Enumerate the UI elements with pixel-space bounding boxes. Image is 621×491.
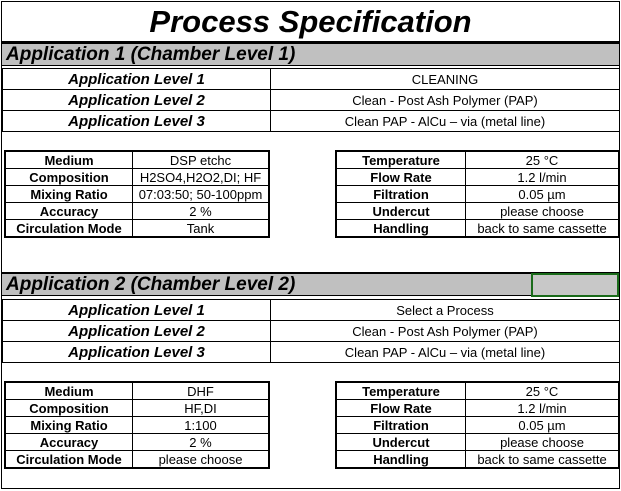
page-title: Process Specification bbox=[2, 2, 619, 42]
spec-value[interactable]: HF,DI bbox=[133, 400, 270, 417]
level-label: Application Level 1 bbox=[3, 69, 271, 90]
spec-key: Circulation Mode bbox=[5, 220, 133, 238]
spec-value[interactable]: Tank bbox=[133, 220, 270, 238]
application-1-header bbox=[2, 42, 619, 66]
spec-key: Flow Rate bbox=[336, 169, 466, 186]
level-label: Application Level 2 bbox=[3, 90, 271, 111]
spec-key: Composition bbox=[5, 169, 133, 186]
spec-value[interactable]: 0.05 µm bbox=[466, 417, 620, 434]
spec-key: Handling bbox=[336, 451, 466, 469]
spec-value[interactable]: 1.2 l/min bbox=[466, 169, 620, 186]
level-label: Application Level 3 bbox=[3, 111, 271, 132]
spec-key: Composition bbox=[5, 400, 133, 417]
spec-value[interactable]: 1.2 l/min bbox=[466, 400, 620, 417]
level-value-cell[interactable]: CLEANING bbox=[271, 69, 620, 90]
spec-key: Handling bbox=[336, 220, 466, 238]
spec-value[interactable]: 25 °C bbox=[466, 382, 620, 400]
level-value-cell[interactable]: Clean PAP - AlCu – via (metal line) bbox=[271, 342, 620, 363]
spec-value[interactable]: 07:03:50; 50-100ppm bbox=[133, 186, 270, 203]
application-header-label: Application 2 (Chamber Level 2) bbox=[6, 274, 296, 295]
application-2-right-specs bbox=[335, 381, 620, 469]
level-label: Application Level 3 bbox=[3, 342, 271, 363]
application-1-left-specs bbox=[4, 150, 270, 238]
spec-value[interactable]: back to same cassette bbox=[466, 451, 620, 469]
level-value-cell[interactable]: Select a Process bbox=[271, 300, 620, 321]
spec-key: Mixing Ratio bbox=[5, 186, 133, 203]
spreadsheet bbox=[1, 1, 620, 489]
spec-value[interactable]: back to same cassette bbox=[466, 220, 620, 238]
spec-value[interactable]: 2 % bbox=[133, 203, 270, 220]
spec-key: Circulation Mode bbox=[5, 451, 133, 469]
application-2-levels bbox=[2, 299, 620, 363]
spec-key: Medium bbox=[5, 382, 133, 400]
application-1-right-specs bbox=[335, 150, 620, 238]
spec-key: Medium bbox=[5, 151, 133, 169]
spec-value[interactable]: 0.05 µm bbox=[466, 186, 620, 203]
spec-key: Undercut bbox=[336, 434, 466, 451]
level-label: Application Level 1 bbox=[3, 300, 271, 321]
spec-value[interactable]: 1:100 bbox=[133, 417, 270, 434]
spec-key: Filtration bbox=[336, 417, 466, 434]
spec-key: Accuracy bbox=[5, 203, 133, 220]
level-label: Application Level 2 bbox=[3, 321, 271, 342]
spec-value[interactable]: 25 °C bbox=[466, 151, 620, 169]
application-2-left-specs bbox=[4, 381, 270, 469]
spec-key: Undercut bbox=[336, 203, 466, 220]
spec-key: Accuracy bbox=[5, 434, 133, 451]
spec-key: Mixing Ratio bbox=[5, 417, 133, 434]
application-1-levels bbox=[2, 68, 620, 132]
selected-cell[interactable] bbox=[531, 273, 619, 297]
spec-key: Temperature bbox=[336, 382, 466, 400]
application-2-header bbox=[2, 272, 619, 296]
spec-value[interactable]: H2SO4,H2O2,DI; HF bbox=[133, 169, 270, 186]
application-header-label: Application 1 (Chamber Level 1) bbox=[6, 44, 296, 65]
spec-value[interactable]: DSP etchc bbox=[133, 151, 270, 169]
level-value-cell[interactable]: Clean PAP - AlCu – via (metal line) bbox=[271, 111, 620, 132]
spec-value[interactable]: please choose bbox=[466, 203, 620, 220]
spec-key: Flow Rate bbox=[336, 400, 466, 417]
spec-value[interactable]: DHF bbox=[133, 382, 270, 400]
spec-key: Filtration bbox=[336, 186, 466, 203]
spec-key: Temperature bbox=[336, 151, 466, 169]
spec-value[interactable]: please choose bbox=[466, 434, 620, 451]
spec-value[interactable]: 2 % bbox=[133, 434, 270, 451]
spec-value[interactable]: please choose bbox=[133, 451, 270, 469]
level-value-cell[interactable]: Clean - Post Ash Polymer (PAP) bbox=[271, 90, 620, 111]
level-value-cell[interactable]: Clean - Post Ash Polymer (PAP) bbox=[271, 321, 620, 342]
